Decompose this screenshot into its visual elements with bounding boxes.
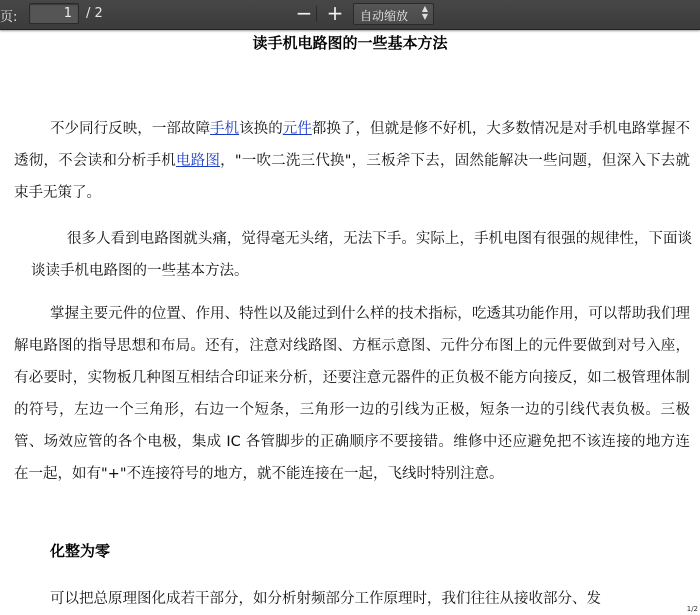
link-phone[interactable]: 手机 <box>210 121 240 137</box>
paragraph-1-text-a: 不少同行反映，一部故障 <box>50 121 211 137</box>
page-number-input[interactable] <box>29 3 79 24</box>
pdf-toolbar <box>0 0 700 30</box>
link-component[interactable]: 元件 <box>282 121 312 137</box>
zoom-select[interactable] <box>353 3 434 25</box>
paragraph-4: 可以把总原理图化成若干部分，如分析射频部分工作原理时，我们往往从接收部分、发 <box>50 591 601 607</box>
link-circuit-diagram[interactable]: 电路图 <box>175 153 221 169</box>
paragraph-1-text-c: 都换了，但就是修不好机，大多数情况是对手机电路掌握不透彻，不会读和分析手机 <box>14 121 691 169</box>
page-label: 页: <box>0 10 18 25</box>
select-arrows-icon: ▲ ▼ <box>421 4 428 21</box>
corner-page-indicator: 1/2 <box>686 605 698 613</box>
document-page <box>0 30 700 615</box>
page-total: / 2 <box>86 6 103 21</box>
paragraph-3: 掌握主要元件的位置、作用、特性以及能过到什么样的技术指标，吃透其功能作用，可以帮助我们理解电路图的指导思想和布局。还有，注意对线路图、方框示意图、元件分布图上的元件要做到对号入座，有必要时，实物板几种图互相结合印证来分析，还要注意元器件的正负极不能方向接反，如二极管理体制的符号，左边一个三角形，右边一个短条，三角形一边的引线为正极，短条一边的引线代表负极。三极管、场效应管的各个电极，集成 IC 各管脚步的正确顺序不要接错。维修中还应避免把不该连接的地方连在一起，如有"+"不连接符号的地方，就不能连接在一起，飞线时特别注意。 <box>14 306 690 482</box>
paragraph-1-text-d: ，"一吹二洗三代换"，三板斧下去，固然能解决一些问题，但深入下去就束手无策了。 <box>14 153 691 201</box>
zoom-in-button[interactable]: + <box>326 1 344 25</box>
zoom-select-value: 自动缩放 <box>360 9 409 23</box>
document-title: 读手机电路图的一些基本方法 <box>252 34 448 52</box>
section-heading: 化整为零 <box>50 542 111 560</box>
toolbar-separator <box>316 6 317 22</box>
zoom-out-button[interactable]: − <box>295 1 313 25</box>
paragraph-2: 很多人看到电路图就头痛，觉得毫无头绪，无法下手。实际上，手机电图有很强的规律性，下面谈谈读手机电路图的一些基本方法。 <box>31 231 692 279</box>
paragraph-1 <box>14 113 690 209</box>
paragraph-1-text-b: 该换的 <box>239 121 283 137</box>
